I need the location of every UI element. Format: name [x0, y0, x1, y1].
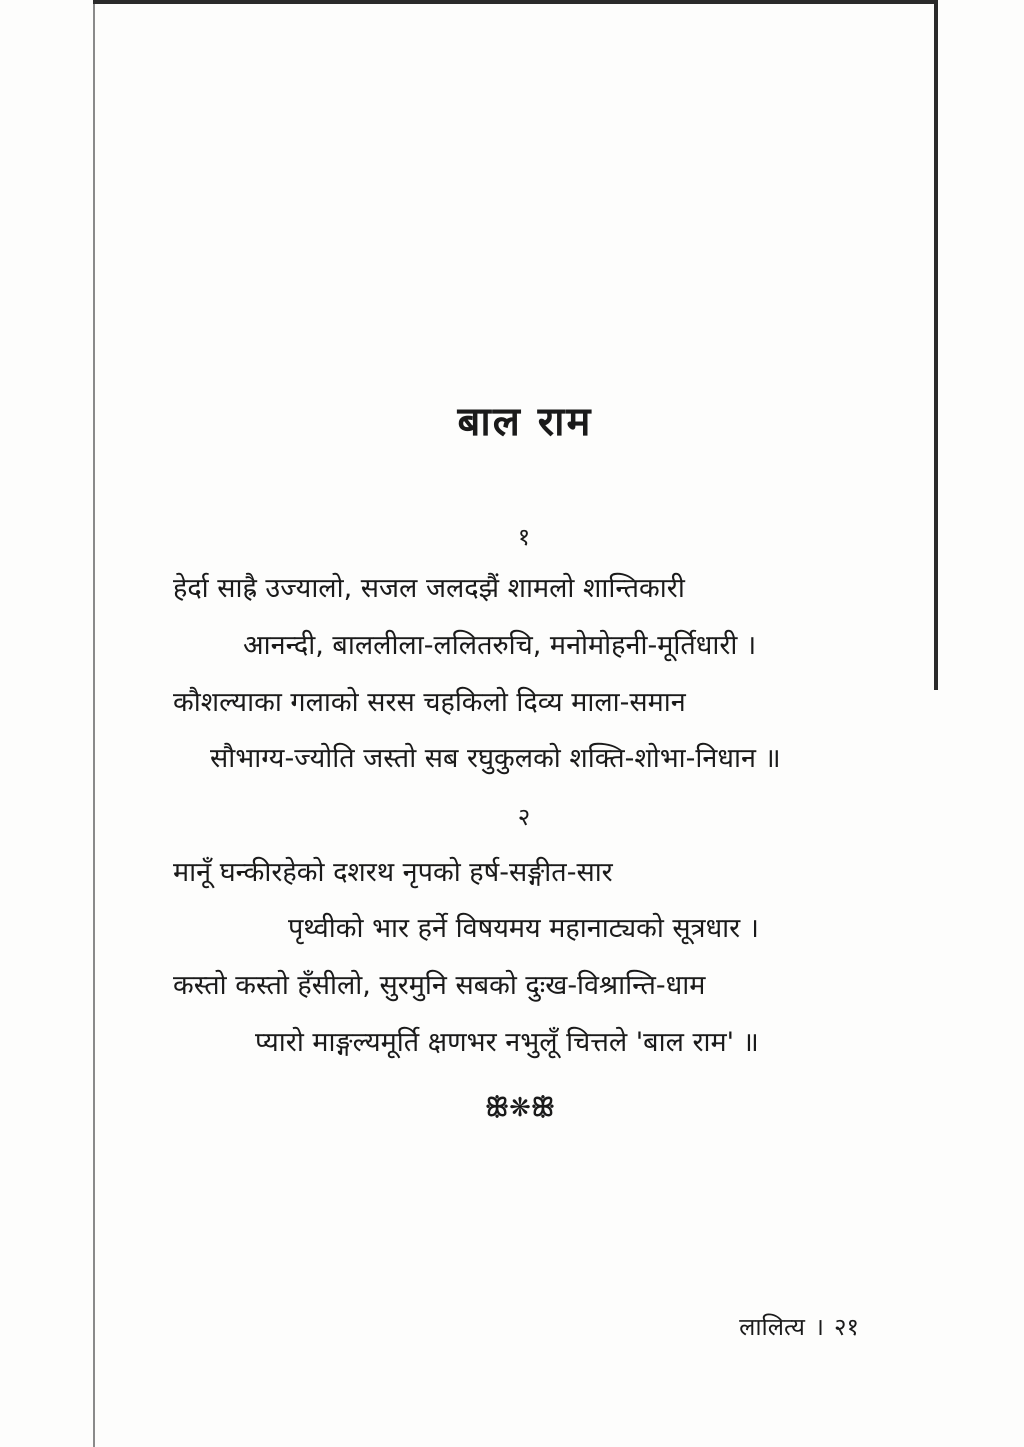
page-number: २१ [834, 1313, 859, 1341]
flower-ornament-icon: ꕥ❋ꕥ [484, 1093, 556, 1123]
binding-edge [93, 0, 95, 1447]
page-footer [739, 1310, 859, 1343]
verse-line: हेर्दा साह्रै उज्यालो, सजल जलदझैं शामलो शान्तिकारी [173, 573, 685, 604]
verse-line: आनन्दी, बाललीला-ललितरुचि, मनोमोहनी-मूर्तिधारी । [243, 630, 757, 661]
stanza-number-2: २ [517, 803, 531, 831]
verse-line: प्यारो माङ्गल्यमूर्ति क्षणभर नभुलूँ चित्तले 'बाल राम' ॥ [255, 1027, 759, 1058]
verse-line: कस्तो कस्तो हँसीलो, सुरमुनि सबको दुःख-विश्रान्ति-धाम [173, 970, 706, 1001]
page-top-border [93, 0, 938, 4]
footer-separator: । [814, 1313, 825, 1341]
verse-line: पृथ्वीको भार हर्ने विषयमय महानाट्यको सूत्रधार । [288, 913, 760, 944]
verse-line: सौभाग्य-ज्योति जस्तो सब रघुकुलको शक्ति-शोभा-निधान ॥ [210, 743, 781, 774]
verse-line: मानूँ घन्कीरहेको दशरथ नृपको हर्ष-सङ्गीत-सार [173, 857, 613, 888]
book-title: लालित्य [739, 1313, 805, 1341]
verse-line: कौशल्याका गलाको सरस चहकिलो दिव्य माला-समान [173, 687, 686, 718]
page-right-edge [934, 0, 938, 690]
poem-title: बाल राम [457, 399, 593, 445]
stanza-number-1: १ [517, 523, 531, 551]
